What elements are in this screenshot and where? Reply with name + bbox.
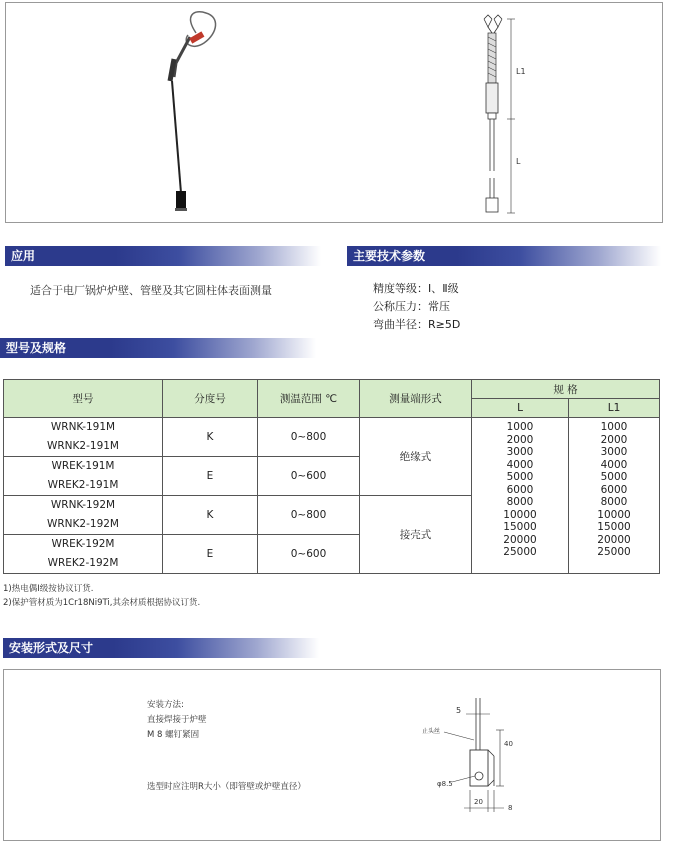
dim-stop-label: 止头丝 — [422, 728, 441, 735]
l-values-cell — [472, 418, 569, 574]
tech-row-bend-radius — [373, 316, 460, 334]
install-dimension-drawing — [4, 670, 660, 840]
model-name: WREK-192M — [51, 538, 115, 550]
l-value: 15000 — [503, 521, 537, 533]
l1-value: 15000 — [597, 521, 631, 533]
l1-values-cell — [569, 418, 660, 574]
dim-8-label: 8 — [508, 804, 513, 812]
dim-20-label: 20 — [474, 798, 483, 806]
division-cell: E — [163, 535, 258, 574]
l1-value: 20000 — [597, 533, 631, 546]
l-value: 6000 — [506, 483, 534, 496]
l-value: 1000 — [506, 421, 534, 433]
tech-value: 常压 — [428, 300, 450, 313]
tech-row-accuracy — [373, 280, 460, 298]
dim-phi-label: φ8.5 — [437, 780, 453, 788]
tech-params-list — [373, 280, 460, 334]
dimension-drawing — [6, 3, 662, 222]
install-method-title: 安装方法: — [147, 700, 184, 710]
header-terminal: 测量端形式 — [360, 380, 472, 418]
l1-value: 6000 — [600, 483, 628, 496]
range-cell: 0~600 — [258, 535, 360, 574]
note-2: 2)保护管材质为1Cr18Ni9Ti,其余材质根据协议订货. — [3, 598, 201, 608]
l-value: 20000 — [503, 533, 537, 546]
l1-value: 25000 — [597, 546, 631, 558]
range-cell: 0~600 — [258, 457, 360, 496]
l-value: 5000 — [506, 471, 534, 483]
application-text: 适合于电厂锅炉炉壁、管壁及其它圆柱体表面测量 — [30, 284, 272, 297]
install-frame — [3, 669, 661, 841]
dim-label-l1: L1 — [516, 67, 526, 76]
section-model-spec: 型号及规格 — [0, 338, 316, 358]
model-name: WREK-191M — [51, 460, 115, 472]
model-name: WRNK-191M — [50, 421, 116, 433]
division-cell: K — [163, 496, 258, 535]
install-method-line: M 8 螺钉紧固 — [147, 730, 200, 740]
tech-value: R≥5D — [428, 318, 461, 331]
l1-value: 5000 — [600, 471, 628, 483]
tech-label: 精度等级： — [373, 282, 428, 295]
header-l: L — [472, 399, 569, 418]
terminal-cell: 绝缘式 — [360, 418, 472, 496]
tech-row-pressure — [373, 298, 460, 316]
header-model: 型号 — [4, 380, 163, 418]
model-name: WRNK2-191M — [47, 440, 119, 452]
tech-label: 公称压力： — [373, 300, 428, 313]
division-cell: K — [163, 418, 258, 457]
l-value: 25000 — [503, 546, 537, 558]
l1-value: 10000 — [597, 508, 631, 521]
range-cell: 0~800 — [258, 496, 360, 535]
model-cell — [4, 418, 163, 457]
model-name: WRNK-192M — [50, 499, 116, 511]
tech-value: Ⅰ、Ⅱ级 — [428, 282, 459, 295]
section-install: 安装形式及尺寸 — [3, 638, 319, 658]
l1-value: 2000 — [600, 433, 628, 446]
section-tech-params: 主要技术参数 — [347, 246, 661, 266]
l1-value: 8000 — [600, 496, 628, 508]
section-application: 应用 — [5, 246, 321, 266]
terminal-cell: 接壳式 — [360, 496, 472, 574]
spec-table — [3, 379, 660, 574]
header-spec: 规 格 — [472, 380, 660, 399]
dim-5-label: 5 — [456, 706, 462, 715]
l-value: 8000 — [506, 496, 534, 508]
dim-40-label: 40 — [504, 740, 513, 748]
model-cell — [4, 535, 163, 574]
l-value: 2000 — [506, 433, 534, 446]
range-cell: 0~800 — [258, 418, 360, 457]
model-name: WRNK2-192M — [47, 518, 119, 530]
l-value: 10000 — [503, 508, 537, 521]
note-1: 1)热电偶I级按协议订货. — [3, 584, 94, 594]
tech-label: 弯曲半径： — [373, 318, 428, 331]
selection-note: 选型时应注明R大小（即管壁或炉壁直径） — [147, 782, 306, 792]
model-cell — [4, 457, 163, 496]
header-division: 分度号 — [163, 380, 258, 418]
install-method-line: 直接焊接于炉壁 — [147, 715, 207, 725]
l1-value: 1000 — [600, 421, 628, 433]
l-value: 4000 — [506, 458, 534, 471]
l1-value: 4000 — [600, 458, 628, 471]
dim-label-l: L — [516, 157, 521, 166]
header-range: 测温范围 ℃ — [258, 380, 360, 418]
model-cell — [4, 496, 163, 535]
division-cell: E — [163, 457, 258, 496]
l1-value: 3000 — [600, 446, 628, 458]
l-value: 3000 — [506, 446, 534, 458]
model-name: WREK2-191M — [47, 479, 119, 491]
product-image-frame — [5, 2, 663, 223]
model-name: WREK2-192M — [47, 557, 119, 569]
header-l1: L1 — [569, 399, 660, 418]
